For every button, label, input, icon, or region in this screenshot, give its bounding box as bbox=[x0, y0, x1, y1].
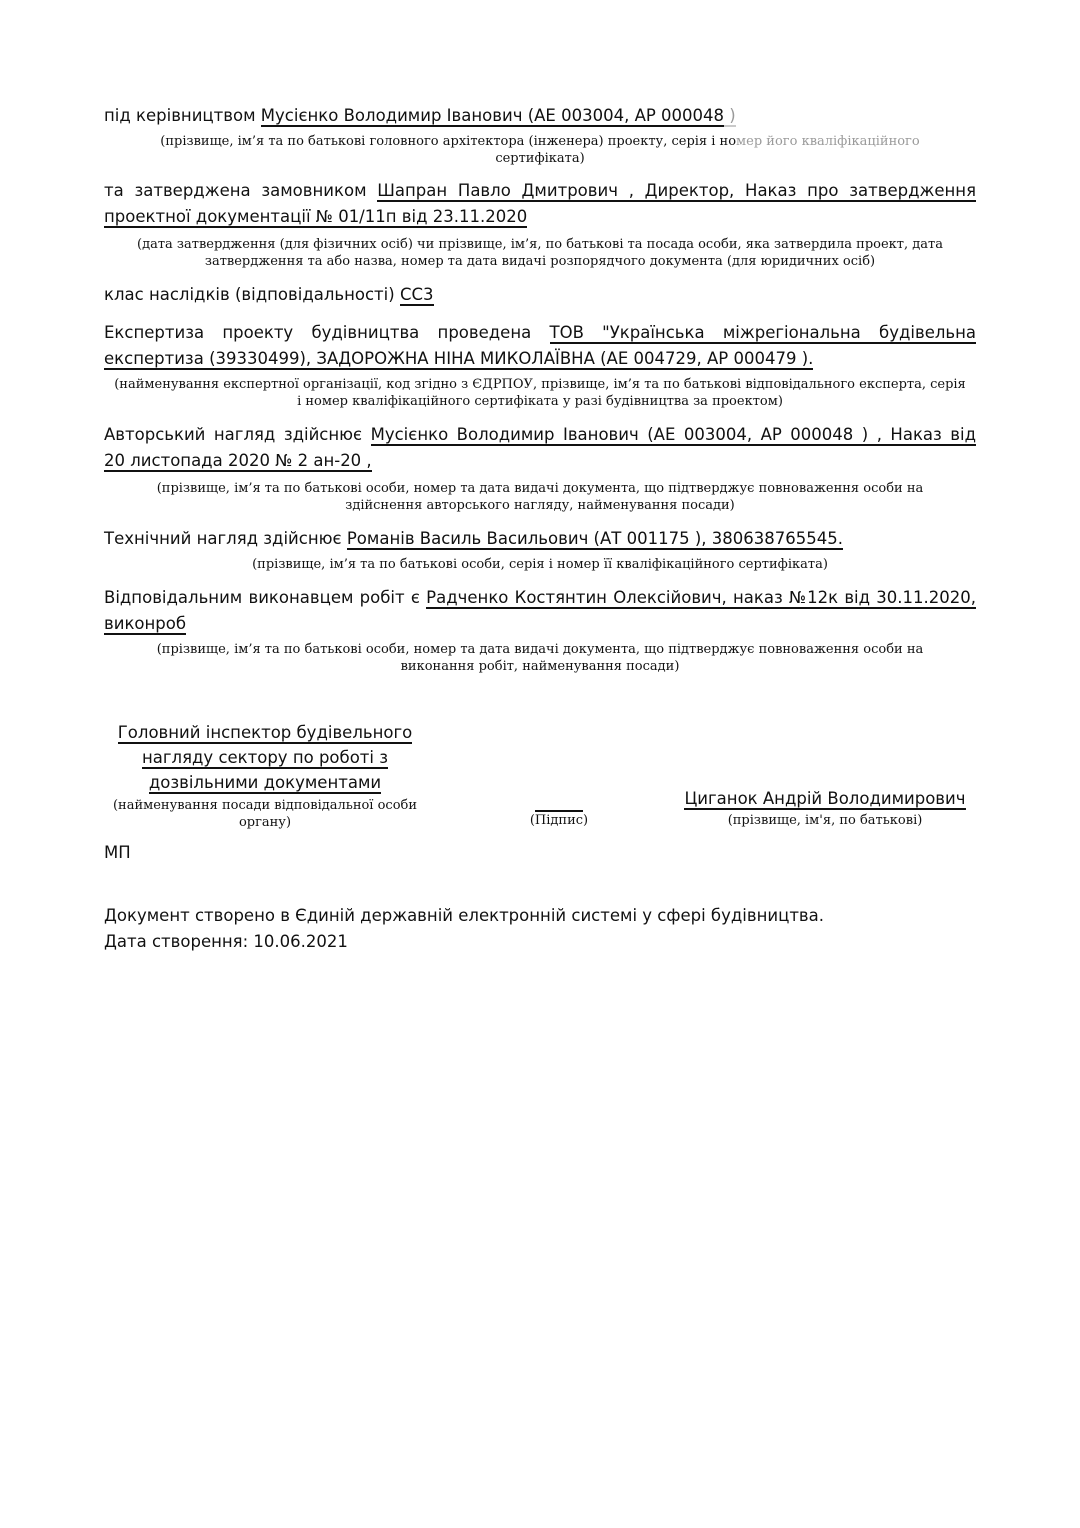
official-position-line2: нагляду сектору по роботі з bbox=[141, 748, 389, 767]
responsible-executor-block bbox=[104, 585, 976, 675]
stamp-label: МП bbox=[104, 843, 131, 862]
author-supervision-value-line2: 20 листопада 2020 № 2 ан-20 , bbox=[104, 451, 372, 470]
signature-field bbox=[514, 796, 604, 829]
official-position-block bbox=[104, 720, 426, 831]
chief-architect-value-end: ) bbox=[724, 106, 736, 125]
official-position-line1: Головний інспектор будівельного bbox=[117, 723, 413, 742]
official-position-line3: дозвільними документами bbox=[148, 773, 382, 792]
footer-created-in-system: Документ створено в Єдиній державній електронній системі у сфері будівництва. bbox=[104, 906, 825, 925]
responsible-executor-value-line1: Радченко Костянтин Олексійович, наказ №12к від 30.11.2020, bbox=[426, 588, 977, 607]
signature-caption: (Підпис) bbox=[529, 813, 589, 828]
official-position-caption: (найменування посади відповідальної особи органу) bbox=[112, 798, 418, 830]
document-body bbox=[104, 100, 976, 675]
expertise-value-line1: ТОВ "Українська міжрегіональна будівельна bbox=[549, 323, 977, 342]
official-name: Циганок Андрій Володимирович bbox=[684, 789, 966, 808]
technical-supervision-prefix: Технічний нагляд здійснює bbox=[104, 529, 342, 548]
approval-caption: (дата затвердження (для фізичних осіб) чи прізвище, ім’я, по батькові та посада особи, яка затвердила проект, дата затвердження та або назва, номер та дата видачі розпорядчого документа (для юридичних осіб) bbox=[137, 237, 943, 269]
consequence-class-value: СС3 bbox=[399, 285, 434, 304]
technical-supervision-caption: (прізвище, ім’я та по батькові особи, серія і номер її кваліфікаційного сертифіката) bbox=[252, 557, 828, 572]
technical-supervision-value: Романів Василь Васильович (АТ 001175 ), 380638765545. bbox=[346, 529, 843, 548]
signature-line bbox=[535, 796, 583, 812]
expertise-block bbox=[104, 320, 976, 410]
official-name-caption: (прізвище, ім'я, по батькові) bbox=[727, 813, 923, 828]
author-supervision-block bbox=[104, 422, 976, 514]
expertise-value-line2: експертиза (39330499), ЗАДОРОЖНА НІНА МИКОЛАЇВНА (АЕ 004729, АР 000479 ). bbox=[104, 349, 814, 368]
approval-value-line1: Шапран Павло Дмитрович , Директор, Наказ про затвердження bbox=[377, 181, 976, 200]
expertise-prefix: Експертиза проекту будівництва проведена bbox=[104, 323, 532, 342]
chief-architect-block bbox=[104, 100, 976, 167]
author-supervision-prefix: Авторський нагляд здійснює bbox=[104, 425, 363, 444]
chief-architect-caption: (прізвище, ім’я та по батькові головного архітектора (інженера) проекту, серія і номер його кваліфікаційного сертифіката) bbox=[160, 134, 920, 166]
consequence-class-block bbox=[104, 282, 976, 308]
author-supervision-value-line1: Мусієнко Володимир Іванович (АЕ 003004, АР 000048 ) , Наказ від bbox=[370, 425, 976, 444]
responsible-executor-prefix: Відповідальним виконавцем робіт є bbox=[104, 588, 420, 607]
technical-supervision-block bbox=[104, 526, 976, 573]
signature-row bbox=[104, 720, 976, 840]
chief-architect-value: Мусієнко Володимир Іванович (АЕ 003004, АР 000048 bbox=[260, 106, 725, 125]
approval-prefix: та затверджена замовником bbox=[104, 181, 367, 200]
responsible-executor-caption: (прізвище, ім’я та по батькові особи, номер та дата видачі документа, що підтверджує повноваження особи на виконання робіт, найменування посади) bbox=[156, 642, 924, 674]
document-footer bbox=[104, 903, 824, 955]
responsible-executor-value-line2: виконроб bbox=[104, 614, 187, 633]
consequence-class-prefix: клас наслідків (відповідальності) bbox=[104, 285, 395, 304]
approval-value-line2: проектної документації № 01/11п від 23.11.2020 bbox=[104, 207, 528, 226]
footer-creation-date: Дата створення: 10.06.2021 bbox=[104, 932, 348, 951]
expertise-caption: (найменування експертної організації, код згідно з ЄДРПОУ, прізвище, ім’я та по батькові відповідального експерта, серія і номер кваліфікаційного сертифіката у разі будівництва за проектом) bbox=[114, 377, 966, 409]
chief-architect-prefix: під керівництвом bbox=[104, 106, 256, 125]
author-supervision-caption: (прізвище, ім’я та по батькові особи, номер та дата видачі документа, що підтверджує повноваження особи на здійснення авторського нагляду, найменування посади) bbox=[156, 481, 924, 513]
approval-block bbox=[104, 178, 976, 270]
official-name-block bbox=[674, 786, 976, 829]
